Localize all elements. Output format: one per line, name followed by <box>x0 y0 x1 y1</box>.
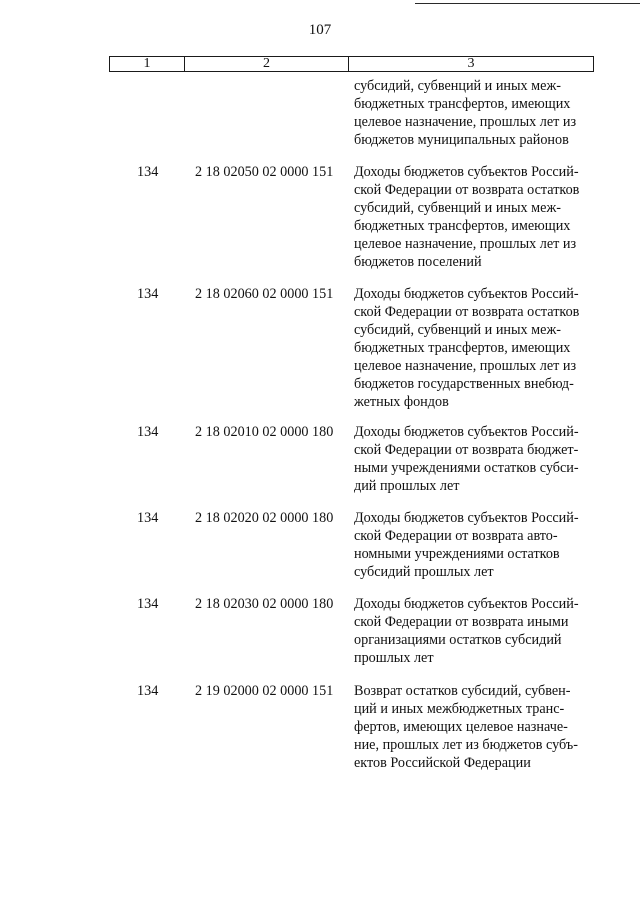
revenue-description <box>354 682 604 772</box>
text-line: ными учреждениями остатков субси- <box>354 460 579 476</box>
revenue-description <box>354 163 604 271</box>
admin-code: 134 <box>137 424 159 440</box>
text-line: жетных фондов <box>354 394 449 410</box>
text-line: субсидий прошлых лет <box>354 564 494 580</box>
text-line: субсидий, субвенций и иных меж- <box>354 78 561 94</box>
text-line: ской Федерации от возврата бюджет- <box>354 442 579 458</box>
top-rule <box>0 0 640 7</box>
text-line: прошлых лет <box>354 650 434 666</box>
header-col-3: 3 <box>467 56 475 71</box>
revenue-description <box>354 423 604 495</box>
revenue-code: 2 18 02030 02 0000 180 <box>195 596 334 612</box>
text-line: ций и иных межбюджетных транс- <box>354 701 565 717</box>
text-line: целевое назначение, прошлых лет из <box>354 358 577 374</box>
admin-code: 134 <box>137 510 159 526</box>
text-line: ской Федерации от возврата авто- <box>354 528 558 544</box>
text-line: фертов, имеющих целевое назначе- <box>354 719 568 735</box>
text-line: Доходы бюджетов субъектов Россий- <box>354 424 579 440</box>
text-line: ектов Российской Федерации <box>354 755 531 771</box>
header-col-1: 1 <box>110 57 185 71</box>
admin-code: 134 <box>137 596 159 612</box>
page-number: 107 <box>308 22 332 38</box>
continued-description <box>354 77 604 149</box>
admin-code: 134 <box>137 164 159 180</box>
text-line: дий прошлых лет <box>354 478 460 494</box>
admin-code: 134 <box>137 683 159 699</box>
text-line: бюджетных трансфертов, имеющих <box>354 218 571 234</box>
revenue-code: 2 18 02010 02 0000 180 <box>195 424 334 440</box>
text-line: ской Федерации от возврата иными <box>354 614 569 630</box>
text-line: Возврат остатков субсидий, субвен- <box>354 683 571 699</box>
text-line: целевое назначение, прошлых лет из <box>354 114 577 130</box>
header-col-2: 2 <box>185 57 349 71</box>
text-line: Доходы бюджетов субъектов Россий- <box>354 510 579 526</box>
text-line: бюджетных трансфертов, имеющих <box>354 340 571 356</box>
text-line: целевое назначение, прошлых лет из <box>354 236 577 252</box>
text-line: ской Федерации от возврата остатков <box>354 304 580 320</box>
revenue-description <box>354 595 604 667</box>
revenue-description <box>354 509 604 581</box>
text-line: бюджетов муниципальных районов <box>354 132 569 148</box>
text-line: Доходы бюджетов субъектов Россий- <box>354 164 579 180</box>
admin-code: 134 <box>137 286 159 302</box>
text-line: субсидий, субвенций и иных меж- <box>354 200 561 216</box>
text-line: субсидий, субвенций и иных меж- <box>354 322 561 338</box>
text-line: бюджетных трансфертов, имеющих <box>354 96 571 112</box>
revenue-code: 2 18 02020 02 0000 180 <box>195 510 334 526</box>
text-line: бюджетов государственных внебюд- <box>354 376 574 392</box>
text-line: номными учреждениями остатков <box>354 546 560 562</box>
revenue-code: 2 18 02060 02 0000 151 <box>195 286 334 302</box>
table-header <box>109 56 594 72</box>
revenue-description <box>354 285 604 411</box>
text-line: ние, прошлых лет из бюджетов субъ- <box>354 737 578 753</box>
text-line: Доходы бюджетов субъектов Россий- <box>354 286 579 302</box>
revenue-code: 2 19 02000 02 0000 151 <box>195 683 334 699</box>
text-line: Доходы бюджетов субъектов Россий- <box>354 596 579 612</box>
text-line: бюджетов поселений <box>354 254 482 270</box>
text-line: организациями остатков субсидий <box>354 632 562 648</box>
text-line: ской Федерации от возврата остатков <box>354 182 580 198</box>
revenue-code: 2 18 02050 02 0000 151 <box>195 164 334 180</box>
